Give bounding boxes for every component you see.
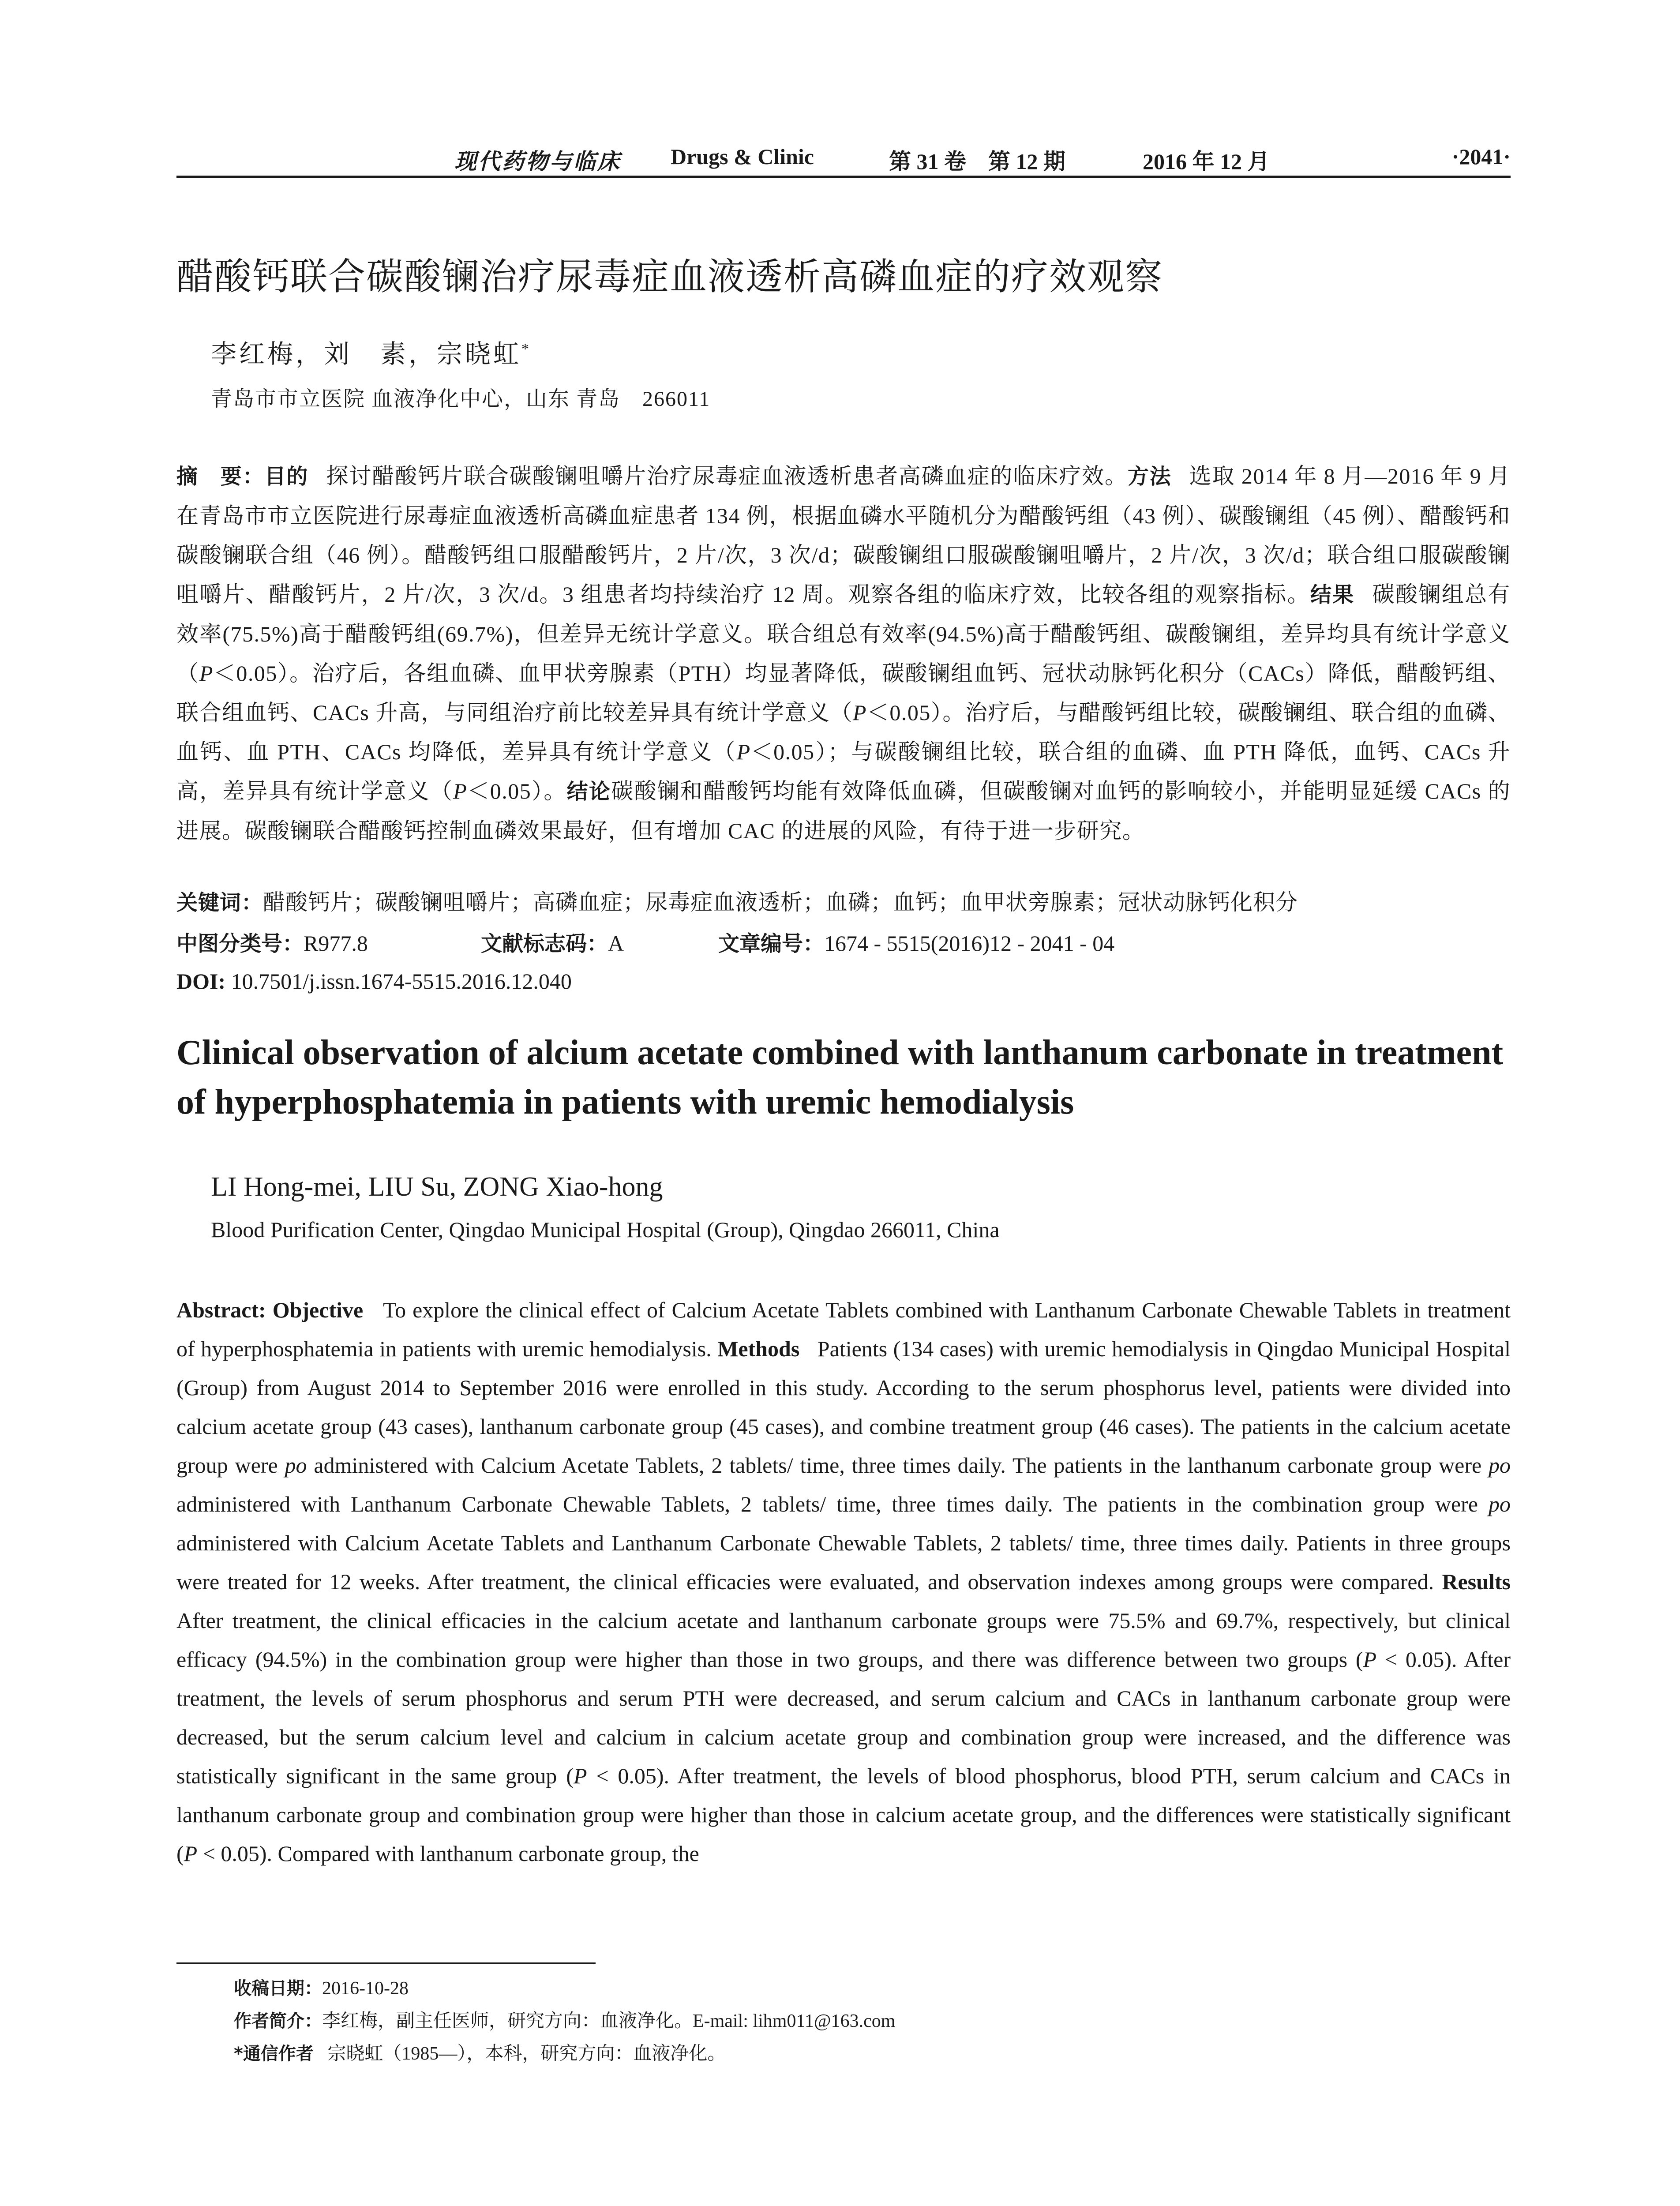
- objective-label-en: Objective: [272, 1298, 364, 1322]
- p-value-symbol-en: P: [573, 1763, 587, 1788]
- article-title-cn: 醋酸钙联合碳酸镧治疗尿毒症血液透析高磷血症的疗效观察: [176, 255, 1163, 298]
- doi-value[interactable]: 10.7501/j.issn.1674-5515.2016.12.040: [231, 969, 572, 994]
- objective-text-en: To explore the clinical effect of Calcium Acetate Tablets combined with Lanthanum Carbonate Chewable Tablets in treatment of hyperphosphatemia in patients with uremic hemodialysis.: [176, 1298, 1511, 1361]
- abstract-cn-label: 摘 要：: [176, 464, 265, 489]
- abstract-en-label: Abstract:: [176, 1298, 266, 1322]
- methods-label-en: Methods: [717, 1336, 800, 1361]
- po-abbrev: po: [1489, 1492, 1511, 1516]
- methods-text-en-2: administered with Calcium Acetate Tablets, 2 tablets/ time, three times daily. The patients in the lanthanum carbonate group were: [314, 1453, 1482, 1478]
- corresponding-mark: *: [521, 341, 529, 357]
- authors-cn-names: 李红梅，刘 素，宗晓虹: [211, 340, 522, 368]
- p-value-symbol: P: [199, 661, 214, 686]
- author-bio-label: 作者简介：: [234, 2011, 322, 2031]
- p-value-symbol-en: P: [184, 1841, 198, 1866]
- authors-en: LI Hong-mei, LIU Su, ZONG Xiao-hong: [211, 1172, 663, 1202]
- doi: [176, 968, 572, 994]
- results-text-cn-5: ＜0.05）。: [467, 779, 567, 803]
- document-code-label: 文献标志码：: [481, 931, 608, 956]
- footnotes: [234, 1972, 895, 2070]
- methods-text-en-4: administered with Calcium Acetate Tablets and Lanthanum Carbonate Chewable Tablets, 2 tablets/ time, three times daily. Patients in three groups were treated for 12 weeks. After treatment, the clinical efficacies were evaluated, and observation indexes among groups were compared.: [176, 1531, 1511, 1594]
- author-bio-text: 李红梅，副主任医师，研究方向：血液净化。E-mail: lihm011@163.com: [322, 2011, 896, 2031]
- article-title-en: Clinical observation of alcium acetate combined with lanthanum carbonate in treatment of hyperphosphatemia in patients with uremic hemodialysis: [176, 1033, 1504, 1122]
- authors-cn: [211, 333, 529, 370]
- results-text-en-4: < 0.05). Compared with lanthanum carbonate group, the: [197, 1841, 699, 1866]
- keywords-text: 醋酸钙片；碳酸镧咀嚼片；高磷血症；尿毒症血液透析；血磷；血钙；血甲状旁腺素；冠状动脉钙化积分: [263, 890, 1298, 915]
- results-label-cn: 结果: [1310, 582, 1355, 607]
- affiliation-en: Blood Purification Center, Qingdao Municipal Hospital (Group), Qingdao 266011, China: [211, 1217, 1000, 1242]
- abstract-en: [176, 1291, 1511, 1873]
- methods-text-en-3: administered with Lanthanum Carbonate Chewable Tablets, 2 tablets/ time, three times daily. The patients in the combination group were: [176, 1492, 1478, 1516]
- clc-label: 中图分类号：: [176, 931, 304, 956]
- footnote-received: [234, 1972, 895, 2005]
- methods-text-en-1: Patients (134 cases) with uremic hemodialysis in Qingdao Municipal Hospital (Group) from August 2014 to September 2016 were enrolled in this study. According to the serum phosphorus level, patients were divided into calcium acetate group (43 cases), lanthanum carbonate group (45 cases), and combine treatment group (46 cases). The patients in the calcium acetate group were: [176, 1336, 1511, 1478]
- page-number: ·2041·: [1451, 144, 1511, 169]
- conclusion-text-cn: 碳酸镧和醋酸钙均能有效降低血磷，但碳酸镧对血钙的影响较小，并能明显延缓 CACs 的进展。碳酸镧联合醋酸钙控制血磷效果最好，但有增加 CAC 的进展的风险，有待于进一步研究。: [176, 779, 1511, 843]
- volume-issue: 第 31 卷 第 12 期: [889, 149, 1065, 174]
- received-date: 2016-10-28: [322, 1978, 409, 1999]
- clc-number: [176, 927, 368, 957]
- methods-text-cn: 选取 2014 年 8 月—2016 年 9 月在青岛市市立医院进行尿毒症血液透析高磷血症患者 134 例，根据血磷水平随机分为醋酸钙组（43 例）、碳酸镧组（45 例）、醋酸钙和碳酸镧联合组（46 例）。醋酸钙组口服醋酸钙片，2 片/次，3 次/d；碳酸镧组口服碳酸镧咀嚼片，2 片/次，3 次/d；联合组口服碳酸镧咀嚼片、醋酸钙片，2 片/次，3 次/d。3 组患者均持续治疗 12 周。观察各组的临床疗效，比较各组的观察指标。: [176, 464, 1511, 607]
- journal-name-cn: 现代药物与临床: [454, 149, 621, 174]
- po-abbrev: po: [285, 1453, 307, 1478]
- results-text-en-1: After treatment, the clinical efficacies in the calcium acetate and lanthanum carbonate groups were 75.5% and 69.7%, respectively, but clinical efficacy (94.5%) in the combination group were higher than those in two groups, and there was difference between two groups (: [176, 1608, 1511, 1672]
- article-number-label: 文章编号：: [718, 931, 825, 956]
- footnote-corresponding: [234, 2037, 895, 2070]
- doi-label: DOI:: [176, 969, 226, 994]
- footnote-author: [234, 2005, 895, 2037]
- running-header: [176, 140, 1511, 178]
- article-number: [718, 927, 1114, 957]
- corresponding-author-label: *通信作者: [234, 2044, 314, 2064]
- document-code: [481, 927, 624, 957]
- corresponding-author-text: 宗晓虹（1985—），本科，研究方向：血液净化。: [327, 2044, 726, 2064]
- p-value-symbol-en: P: [1363, 1647, 1377, 1672]
- received-label: 收稿日期：: [234, 1978, 322, 1999]
- results-label-en: Results: [1442, 1569, 1511, 1594]
- results-text-cn-3: ＜0.05）。治疗后，与醋酸钙组比较，碳酸镧组、联合组的血磷、血钙、血 PTH、CACs 均降低，差异具有统计学意义（: [176, 700, 1511, 764]
- abstract-cn: [176, 457, 1511, 851]
- p-value-symbol: P: [852, 700, 867, 725]
- p-value-symbol: P: [453, 779, 468, 803]
- keywords-cn: [176, 885, 1298, 916]
- footnote-divider: [176, 1962, 596, 1964]
- results-text-cn-2: ＜0.05）。治疗后，各组血磷、血甲状旁腺素（PTH）均显著降低，碳酸镧组血钙、冠状动脉钙化积分（CACs）降低，醋酸钙组、联合组血钙、CACs 升高，与同组治疗前比较差异具有统计学意义（: [176, 661, 1511, 725]
- conclusion-label-cn: 结论: [566, 779, 611, 804]
- objective-label-cn: 目的: [264, 464, 309, 489]
- po-abbrev: po: [1489, 1453, 1511, 1478]
- document-code-value: A: [608, 931, 624, 956]
- objective-text-cn: 探讨醋酸钙片联合碳酸镧咀嚼片治疗尿毒症血液透析患者高磷血症的临床疗效。: [326, 464, 1128, 488]
- article-number-value: 1674 - 5515(2016)12 - 2041 - 04: [824, 931, 1115, 956]
- methods-label-cn: 方法: [1127, 464, 1172, 489]
- keywords-label: 关键词：: [176, 890, 263, 915]
- results-text-cn-4: ＜0.05）；与碳酸镧组比较，联合组的血磷、血 PTH 降低，血钙、CACs 升高，差异具有统计学意义（: [176, 739, 1511, 803]
- results-text-en-3: < 0.05). After treatment, the levels of blood phosphorus, blood PTH, serum calcium and CACs in lanthanum carbonate group and combination group were higher than those in calcium acetate group, and the differences were statistically significant (: [176, 1763, 1511, 1866]
- results-text-en-2: < 0.05). After treatment, the levels of serum phosphorus and serum PTH were decreased, and serum calcium and CACs in lanthanum carbonate group were decreased, but the serum calcium level and calcium in calcium acetate group and combination group were increased, and the difference was statistically significant in the same group (: [176, 1647, 1511, 1788]
- clc-value: R977.8: [304, 931, 368, 956]
- affiliation-cn: 青岛市市立医院 血液净化中心，山东 青岛 266011: [211, 387, 711, 411]
- issue-date: 2016 年 12 月: [1143, 149, 1270, 174]
- results-text-cn-1: 碳酸镧组总有效率(75.5%)高于醋酸钙组(69.7%)，但差异无统计学意义。联合组总有效率(94.5%)高于醋酸钙组、碳酸镧组，差异均具有统计学意义（: [176, 582, 1511, 686]
- journal-name-en: Drugs & Clinic: [671, 144, 814, 169]
- p-value-symbol: P: [736, 739, 751, 764]
